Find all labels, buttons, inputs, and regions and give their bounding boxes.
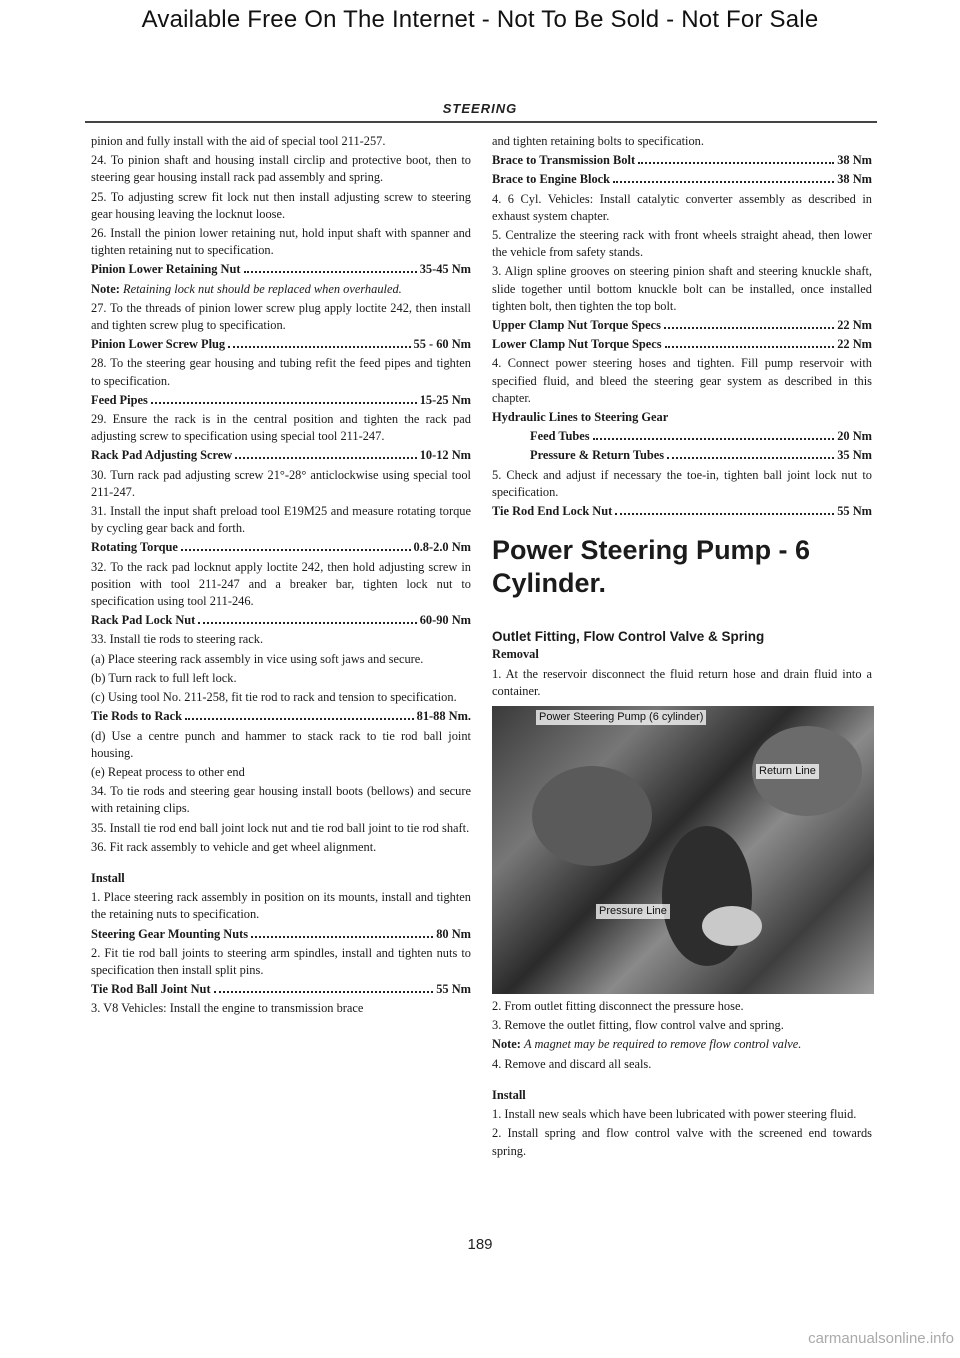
- leader-dots: [613, 181, 834, 183]
- spec-value: 22 Nm: [837, 337, 872, 352]
- left-column: [91, 133, 471, 1020]
- note: [492, 1036, 872, 1053]
- spec-value: 55 Nm: [837, 504, 872, 519]
- paragraph: 35. Install tie rod end ball joint lock nut and tie rod ball joint to tie rod shaft.: [91, 820, 470, 835]
- paragraph: 5. Check and adjust if necessary the toe-in, tighten ball joint lock nut to specification.: [492, 467, 872, 499]
- leader-dots: [181, 549, 411, 551]
- spec-value: 15-25 Nm: [419, 392, 471, 407]
- spec-value: 55 Nm: [436, 982, 471, 997]
- paragraph: 3. Align spline grooves on steering pinion shaft and steering knuckle shaft, slide together until bottom knuckle bolt can be installed, once installed tighten bolt, then tighten the top bolt.: [492, 264, 872, 313]
- paragraph: 36. Fit rack assembly to vehicle and get wheel alignment.: [91, 839, 377, 854]
- paragraph: 26. Install the pinion lower retaining nut, hold input shaft with spanner and tighten retaining nut to specification.: [91, 226, 471, 258]
- paragraph: 4. Connect power steering hoses and tighten. Fill pump reservoir with specified fluid, and bleed the steering gear system as described in this chapter.: [492, 356, 872, 405]
- spec-label: Tie Rod End Lock Nut: [492, 504, 613, 519]
- spec-value: 35 Nm: [837, 448, 872, 463]
- torque-spec: [492, 503, 872, 520]
- leader-dots: [667, 457, 834, 459]
- leader-dots: [244, 271, 417, 273]
- leader-dots: [214, 991, 434, 993]
- note-text: A magnet may be required to remove flow control valve.: [524, 1037, 802, 1052]
- paragraph: 34. To tie rods and steering gear housing install boots (bellows) and secure with retaining clips.: [91, 784, 471, 816]
- paragraph: 1. Install new seals which have been lubricated with power steering fluid.: [492, 1107, 857, 1122]
- paragraph: 2. Fit tie rod ball joints to steering arm spindles, install and tighten nuts to specification then install split pins.: [91, 945, 471, 977]
- torque-spec: [492, 171, 872, 188]
- paragraph: (b) Turn rack to full left lock.: [91, 670, 237, 685]
- paragraph: 30. Turn rack pad adjusting screw 21°-28° anticlockwise using special tool 211-247.: [91, 467, 471, 499]
- photo-label-pressure: Pressure Line: [596, 904, 670, 919]
- spec-value: 38 Nm: [837, 172, 872, 187]
- leader-dots: [235, 457, 416, 459]
- torque-spec: [91, 926, 471, 943]
- note-text: Retaining lock nut should be replaced when overhauled.: [123, 281, 402, 296]
- paragraph: (e) Repeat process to other end: [91, 764, 245, 779]
- leader-dots: [665, 346, 835, 348]
- paragraph: 4. 6 Cyl. Vehicles: Install catalytic converter assembly as described in exhaust system chapter.: [492, 191, 872, 223]
- photo-label-pump: Power Steering Pump (6 cylinder): [536, 710, 706, 725]
- spec-value: 0.8-2.0 Nm: [413, 540, 471, 555]
- torque-spec: [91, 539, 471, 556]
- spec-value: 55 - 60 Nm: [413, 337, 471, 352]
- paragraph: 1. Place steering rack assembly in position on its mounts, install and tighten the retaining nuts to specification.: [91, 890, 471, 922]
- note-label: Note:: [492, 1037, 521, 1052]
- photo-shape: [532, 766, 652, 866]
- paragraph: 24. To pinion shaft and housing install circlip and protective boot, then to steering gear housing install rack pad assembly and spring.: [91, 153, 471, 185]
- leader-dots: [638, 162, 834, 164]
- spec-value: 10-12 Nm: [419, 448, 471, 463]
- removal-heading: Removal: [492, 647, 539, 662]
- paragraph: 3. Remove the outlet fitting, flow control valve and spring.: [492, 1018, 784, 1033]
- leader-dots: [228, 346, 410, 348]
- install-heading: Install: [91, 870, 125, 885]
- spec-label: Tie Rod Ball Joint Nut: [91, 982, 211, 997]
- torque-spec: [91, 336, 471, 353]
- hydraulic-lines-heading: Hydraulic Lines to Steering Gear: [492, 410, 669, 425]
- pump-photo: [492, 706, 874, 994]
- spec-label: Brace to Transmission Bolt: [492, 153, 636, 168]
- torque-spec: [91, 708, 471, 725]
- spec-label: Pressure & Return Tubes: [530, 448, 665, 463]
- note-label: Note:: [91, 281, 120, 296]
- torque-spec: [492, 336, 872, 353]
- torque-spec: [91, 447, 471, 464]
- paragraph: and tighten retaining bolts to specification.: [492, 134, 704, 148]
- spec-value: 38 Nm: [837, 153, 872, 168]
- paragraph: 28. To the steering gear housing and tubing refit the feed pipes and tighten to specification.: [91, 356, 471, 388]
- torque-spec: [492, 317, 872, 334]
- watermark-banner: Available Free On The Internet - Not To Be Sold - Not For Sale: [141, 6, 819, 33]
- paragraph: (d) Use a centre punch and hammer to stack rack to tie rod ball joint housing.: [91, 728, 471, 760]
- torque-spec: [492, 152, 872, 169]
- install-heading: Install: [492, 1087, 526, 1102]
- torque-spec: [492, 428, 872, 445]
- leader-dots: [251, 936, 433, 938]
- torque-spec: [91, 261, 471, 278]
- page-number: 189: [467, 1236, 493, 1253]
- spec-label: Rack Pad Adjusting Screw: [91, 448, 233, 463]
- spec-value: 22 Nm: [837, 318, 872, 333]
- photo-label-return: Return Line: [756, 764, 819, 779]
- spec-value: 81-88 Nm.: [416, 709, 471, 724]
- paragraph: 33. Install tie rods to steering rack.: [91, 632, 264, 647]
- spec-value: 20 Nm: [837, 429, 872, 444]
- spec-label: Feed Tubes: [530, 429, 590, 444]
- paragraph: (a) Place steering rack assembly in vice using soft jaws and secure.: [91, 651, 424, 666]
- leader-dots: [151, 402, 417, 404]
- paragraph: 5. Centralize the steering rack with front wheels straight ahead, then lower the vehicle from safety stands.: [492, 228, 872, 260]
- torque-spec: [91, 612, 471, 629]
- outlet-fitting-subheading: Outlet Fitting, Flow Control Valve & Spring: [492, 629, 765, 645]
- spec-label: Lower Clamp Nut Torque Specs: [492, 337, 662, 352]
- spec-label: Tie Rods to Rack: [91, 709, 182, 724]
- spec-label: Rotating Torque: [91, 540, 178, 555]
- paragraph: 25. To adjusting screw fit lock nut then install adjusting screw to steering gear housing leaving the locknut loose.: [91, 189, 471, 221]
- paragraph: 32. To the rack pad locknut apply loctite 242, then hold adjusting screw in position with tool 211-247 and a breaker bar, tighten lock nut to specification using tool 211-246.: [91, 559, 471, 609]
- leader-dots: [593, 438, 835, 440]
- spec-label: Feed Pipes: [91, 392, 148, 407]
- spec-label: Pinion Lower Retaining Nut: [91, 262, 241, 277]
- paragraph: 31. Install the input shaft preload tool E19M25 and measure rotating torque by cycling gear back and forth.: [91, 504, 471, 536]
- pump-section-heading: Power Steering Pump - 6 Cylinder.: [492, 535, 811, 599]
- torque-spec: [91, 392, 471, 409]
- spec-label: Steering Gear Mounting Nuts: [91, 926, 249, 941]
- paragraph: 1. At the reservoir disconnect the fluid return hose and drain fluid into a container.: [492, 666, 872, 698]
- note: [91, 281, 471, 298]
- spec-label: Rack Pad Lock Nut: [91, 613, 196, 628]
- photo-shape: [702, 906, 762, 946]
- torque-spec: [91, 981, 471, 998]
- paragraph: 29. Ensure the rack is in the central position and tighten the rack pad adjusting screw to specification using special tool 211-247.: [91, 412, 471, 444]
- paragraph: 27. To the threads of pinion lower screw plug apply loctite 242, then install and tighten screw plug to specification.: [91, 300, 471, 333]
- leader-dots: [615, 513, 834, 515]
- paragraph: 2. From outlet fitting disconnect the pressure hose.: [492, 999, 744, 1014]
- spec-label: Brace to Engine Block: [492, 172, 611, 187]
- footer-watermark: carmanualsonline.info: [808, 1330, 954, 1347]
- spec-label: Upper Clamp Nut Torque Specs: [492, 318, 661, 333]
- spec-value: 35-45 Nm: [419, 262, 471, 277]
- paragraph: (c) Using tool No. 211-258, fit tie rod to rack and tension to specification.: [91, 690, 457, 705]
- spec-value: 60-90 Nm: [419, 613, 471, 628]
- leader-dots: [664, 327, 834, 329]
- section-title: STEERING: [442, 101, 518, 116]
- spec-value: 80 Nm: [436, 926, 471, 941]
- header-rule: [85, 121, 877, 123]
- leader-dots: [185, 718, 414, 720]
- paragraph: 3. V8 Vehicles: Install the engine to transmission brace: [91, 1001, 364, 1016]
- paragraph: 2. Install spring and flow control valve with the screened end towards spring.: [492, 1126, 872, 1158]
- torque-spec: [492, 447, 872, 464]
- paragraph: pinion and fully install with the aid of special tool 211-257.: [91, 134, 386, 148]
- paragraph: 4. Remove and discard all seals.: [492, 1056, 652, 1071]
- leader-dots: [198, 622, 416, 624]
- spec-label: Pinion Lower Screw Plug: [91, 337, 226, 352]
- right-column: [492, 133, 872, 1162]
